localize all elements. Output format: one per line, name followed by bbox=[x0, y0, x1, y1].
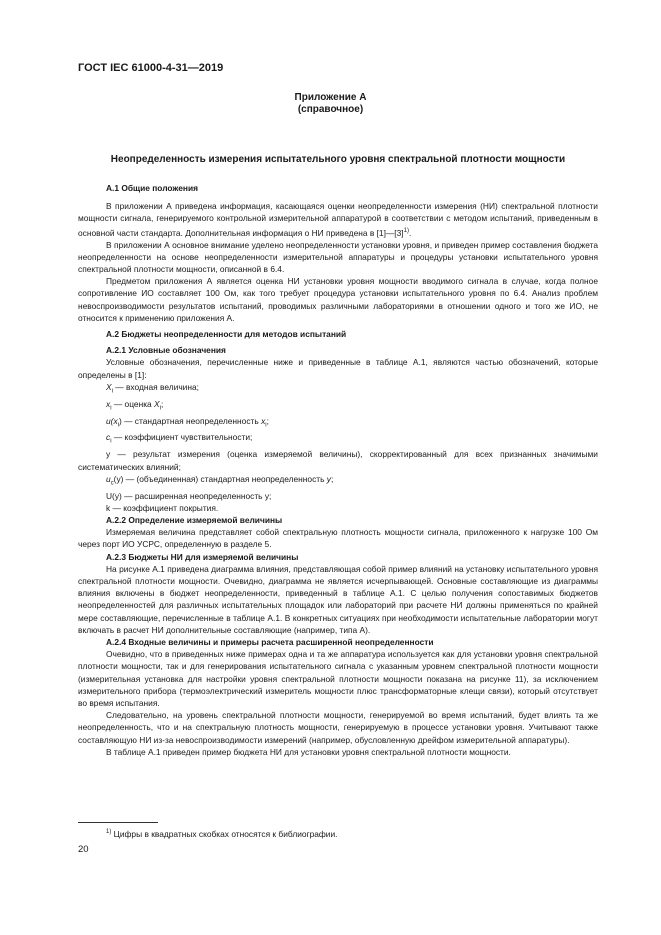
paragraph: На рисунке А.1 приведена диаграмма влияния, представляющая собой пример влияний на установку испытательного уровня спектральной плотности мощности. Очевидно, диаграмма не является исчерпывающей. Основные составляющие из диаграммы влияния включены в бюджет неопределенности, приведенный в таблице А.1. С целью получения сопоставимых бюджетов неопределенностей для различных испытательных площадок или лабораторий при расчете НИ должны применяться по крайней мере составляющие, перечисленные в таблице А.1. В конкретных ситуациях при необходимости испытательные лаборатории могут включать в расчет НИ дополнительные составляющие (например, типа А). bbox=[78, 563, 598, 635]
page-number: 20 bbox=[78, 844, 89, 855]
symbol-item: y — результат измерения (оценка измеряемой величины), скорректированный для всех признанных значимыми систематических влияний; bbox=[78, 449, 598, 472]
section-heading: А.2 Бюджеты неопределенности для методов испытаний bbox=[106, 329, 347, 340]
symbol-item: U(y) — расширенная неопределенность y; bbox=[106, 490, 272, 501]
document-header: ГОСТ IEC 61000-4-31—2019 bbox=[78, 62, 224, 74]
symbol-item: $X_i$ — входная величина; bbox=[106, 381, 199, 395]
paragraph: Очевидно, что в приведенных ниже примерах одна и та же аппаратура используется как для установки уровня спектральной плотности мощности, так и для генерирования испытательного сигнала с указанным уровнем спектральной плотности мощности (измерительная установка для настройки уровня спектральной плотности мощности показана на рисунке 11), за исключением измерительного прибора (термоэлектрический измеритель мощности плюс трансформаторные клещи связи), который отсутствует во время испытания. bbox=[78, 649, 598, 709]
section-heading: А.2.1 Условные обозначения bbox=[106, 345, 226, 356]
paragraph: В таблице А.1 приведен пример бюджета НИ для установки уровня спектральной плотности мощности. bbox=[106, 746, 511, 757]
symbol-item: k — коэффициент покрытия. bbox=[106, 502, 219, 513]
appendix-subtitle: (справочное) bbox=[297, 104, 364, 115]
main-title: Неопределенность измерения испытательного уровня спектральной плотности мощности bbox=[110, 154, 566, 165]
symbol-item: $u_c(y)$ — (объединенная) стандартная неопределенность y; bbox=[106, 473, 334, 487]
section-heading: А.1 Общие положения bbox=[106, 183, 199, 193]
symbol-item: $u(x_i)$ — стандартная неопределенность $x_i$; bbox=[106, 415, 269, 429]
symbol-item: $x_i$ — оценка $X_i$; bbox=[106, 398, 164, 412]
paragraph: Следовательно, на уровень спектральной плотности мощности, генерируемой во время испытаний, будет влиять та же неопределенность, что и на спектральную плотность мощности, генерируемую в процессе установки уровня. Учитывают также составляющую НИ из-за невоспроизводимости измерений (например, обусловленную дрейфом измерительной аппаратуры). bbox=[78, 710, 598, 745]
document-body bbox=[78, 182, 598, 758]
footnote-divider bbox=[78, 822, 158, 823]
section-heading: А.2.2 Определение измеряемой величины bbox=[106, 515, 283, 526]
paragraph: Измеряемая величина представляет собой спектральную плотность мощности сигнала, приложенного к нагрузке 100 Ом через порт ИО УСРС, определенную в разделе 5. bbox=[78, 527, 598, 550]
paragraph: В приложении А основное внимание уделено неопределенности установки уровня, и приведен пример составления бюджета неопределенности на основе неопределенности измерительной аппаратуры и процедуры установки испытательного уровня спектральной плотности мощности, описанной в 6.4. bbox=[78, 239, 598, 275]
paragraph: Предметом приложения А является оценка НИ установки уровня мощности вводимого сигнала в случае, когда полное сопротивление ИО составляет 100 Ом, как того требует процедура установки испытательного уровня по 6.4. Анализ проблем невоспроизводимости результатов испытаний, проводимых различными лабораториями в отношении одного и того же ИО, не относится к применению приложения А. bbox=[78, 276, 598, 323]
footnote: $^{1)}$ Цифры в квадратных скобках относятся к библиографии. bbox=[106, 829, 338, 839]
appendix-title: Приложение А bbox=[294, 92, 367, 103]
section-heading: А.2.3 Бюджеты НИ для измеряемой величины bbox=[106, 551, 299, 562]
section-heading: А.2.4 Входные величины и примеры расчета расширенной неопределенности bbox=[106, 637, 434, 648]
symbol-item: $c_i$ — коэффициент чувствительности; bbox=[106, 432, 253, 446]
paragraph: Условные обозначения, перечисленные ниже и приведенные в таблице А.1, являются частью обозначений, которые определены в [1]: bbox=[78, 357, 598, 380]
paragraph: В приложении А приведена информация, касающаяся оценки неопределенности измерения (НИ) спектральной плотности мощности сигнала, генерируемого контрольной измерительной аппаратурой в соответствии с методом испытаний, приведенным в основной части стандарта. Дополнительная информация о НИ приведена в $[1]—[3]^{1)}$. bbox=[78, 201, 598, 238]
